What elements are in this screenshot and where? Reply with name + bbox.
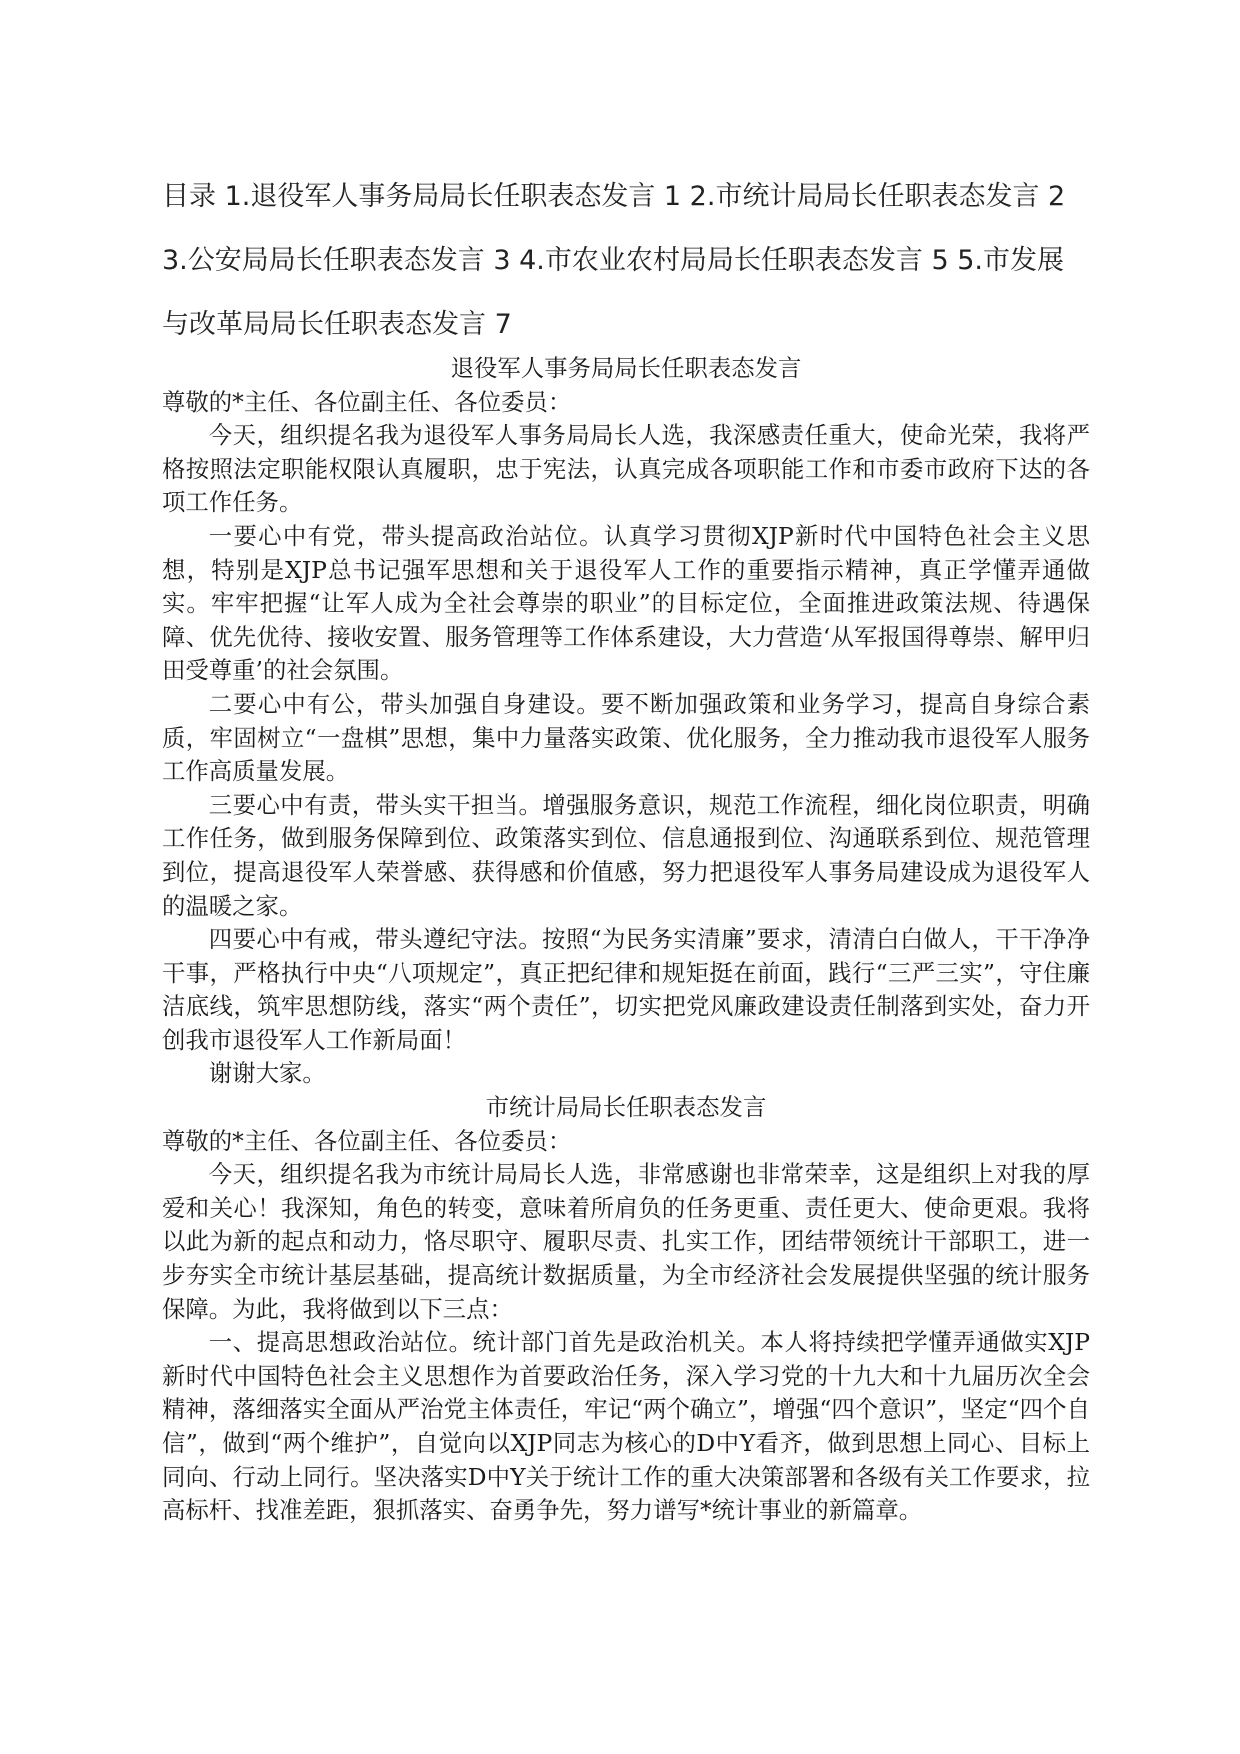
speech-section-veterans-affairs <box>162 352 1090 1091</box>
paragraph: 一要心中有党，带头提高政治站位。认真学习贯彻XJP新时代中国特色社会主义思想，特别是XJP总书记强军思想和关于退役军人工作的重要指示精神，真正学懂弄通做实。牢牢把握“让军人成为全社会尊崇的职业”的目标定位，全面推进政策法规、待遇保障、优先优待、接收安置、服务管理等工作体系建设，大力营造‘从军报国得尊崇、解甲归田受尊重’的社会氛围。 <box>162 521 1090 685</box>
paragraph: 今天，组织提名我为市统计局局长人选，非常感谢也非常荣幸，这是组织上对我的厚爱和关心！我深知，角色的转变，意味着所肩负的任务更重、责任更大、使命更艰。我将以此为新的起点和动力，恪尽职守、履职尽责、扎实工作，团结带领统计干部职工，进一步夯实全市统计基层基础，提高统计数据质量，为全市经济社会发展提供坚强的统计服务保障。为此，我将做到以下三点： <box>162 1160 1090 1323</box>
closing-remark: 谢谢大家。 <box>208 1059 326 1088</box>
section-title: 市统计局局长任职表态发言 <box>485 1093 767 1122</box>
paragraph: 三要心中有责，带头实干担当。增强服务意识，规范工作流程，细化岗位职责，明确工作任务，做到服务保障到位、政策落实到位、信息通报到位、沟通联系到位、规范管理到位，提高退役军人荣誉感、获得感和价值感，努力把退役军人事务局建设成为退役军人的温暖之家。 <box>162 790 1090 920</box>
paragraph: 四要心中有戒，带头遵纪守法。按照“为民务实清廉”要求，清清白白做人，干干净净干事，严格执行中央“八项规定”，真正把纪律和规矩挺在前面，践行“三严三实”，守住廉洁底线，筑牢思想防线，落实“两个责任”，切实把党风廉政建设责任制落到实处，奋力开创我市退役军人工作新局面！ <box>162 925 1090 1054</box>
paragraph: 今天，组织提名我为退役军人事务局局长人选，我深感责任重大，使命光荣，我将严格按照法定职能权限认真履职，忠于宪法，认真完成各项职能工作和市委市政府下达的各项工作任务。 <box>162 421 1090 517</box>
document-body <box>162 352 1090 1528</box>
paragraph: 二要心中有公，带头加强自身建设。要不断加强政策和业务学习，提高自身综合素质，牢固树立“一盘棋”思想，集中力量落实政策、优化服务，全力推动我市退役军人服务工作高质量发展。 <box>162 689 1090 786</box>
speech-section-statistics-bureau <box>162 1091 1090 1528</box>
salutation: 尊敬的*主任、各位副主任、各位委员： <box>162 1126 572 1155</box>
section-title: 退役军人事务局局长任职表态发言 <box>450 354 802 382</box>
paragraph: 一、提高思想政治站位。统计部门首先是政治机关。本人将持续把学懂弄通做实XJP新时代中国特色社会主义思想作为首要政治任务，深入学习党的十九大和十九届历次全会精神，落细落实全面从严治党主体责任，牢记“两个确立”，增强“四个意识”，坚定“四个自信”，做到“两个维护”，自觉向以XJP同志为核心的D中Y看齐，做到思想上同心、目标上同向、行动上同行。坚决落实D中Y关于统计工作的重大决策部署和各级有关工作要求，拉高标杆、找准差距，狠抓落实、奋勇争先，努力谱写*统计事业的新篇章。 <box>162 1328 1090 1525</box>
table-of-contents: 目录 1.退役军人事务局局长任职表态发言 1 2.市统计局局长任职表态发言 2 3.公安局局长任职表态发言 3 4.市农业农村局局长任职表态发言 5 5.市发展与改革局局长任职表态发言 7 <box>162 181 1066 340</box>
salutation: 尊敬的*主任、各位副主任、各位委员： <box>162 387 572 416</box>
